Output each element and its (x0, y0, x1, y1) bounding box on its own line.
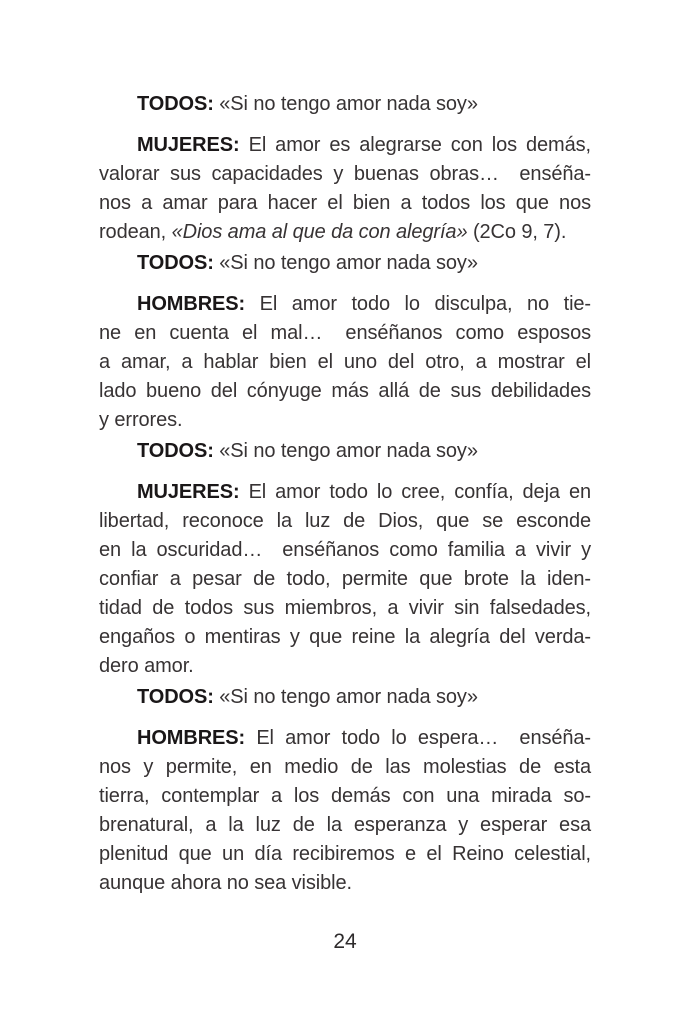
body-text: (2Co 9, 7). (467, 221, 567, 243)
text-line (99, 189, 591, 218)
text-line (99, 437, 591, 466)
text-line (99, 652, 591, 681)
body-text: y errores. (99, 409, 183, 431)
speaker-label: TODOS: (137, 252, 214, 274)
body-text: lado bueno del cónyuge más allá de sus debilidades (99, 380, 591, 402)
speaker-label: HOMBRES: (137, 293, 246, 315)
text-line (99, 753, 591, 782)
text-line (99, 131, 591, 160)
body-text: plenitud que un día recibiremos e el Reino celestial, (99, 843, 591, 865)
response-paragraph (99, 90, 591, 119)
speaker-label: TODOS: (137, 93, 214, 115)
body-text: tierra, contemplar a los demás con una mirada so- (99, 785, 591, 807)
body-text: El amor es alegrarse con los demás, (239, 134, 591, 156)
reading-paragraph (99, 290, 591, 435)
page-number: 24 (333, 930, 357, 953)
body-text: El amor todo lo cree, confía, deja en (239, 481, 591, 503)
body-text: «Si no tengo amor nada soy» (213, 686, 478, 708)
text-line (99, 406, 591, 435)
text-line (99, 348, 591, 377)
body-text: rodean, (99, 221, 172, 243)
body-text: confiar a pesar de todo, permite que brote la iden- (99, 568, 591, 590)
body-text: El amor todo lo disculpa, no tie- (245, 293, 591, 315)
speaker-label: HOMBRES: (137, 727, 246, 749)
reading-paragraph (99, 131, 591, 247)
speaker-label: TODOS: (137, 440, 214, 462)
response-paragraph (99, 249, 591, 278)
text-line (99, 683, 591, 712)
body-text: dero amor. (99, 655, 194, 677)
body-text: nos a amar para hacer el bien a todos los que nos (99, 192, 591, 214)
text-line (99, 782, 591, 811)
speaker-label: MUJERES: (137, 481, 240, 503)
text-line (99, 218, 591, 247)
body-text: «Si no tengo amor nada soy» (213, 93, 478, 115)
text-line (99, 724, 591, 753)
body-text: engaños o mentiras y que reine la alegría del verda- (99, 626, 591, 648)
text-line (99, 869, 591, 898)
scripture-quote: «Dios ama al que da con alegría» (171, 221, 468, 243)
text-line (99, 249, 591, 278)
body-text: El amor todo lo espera… enséña- (245, 727, 591, 749)
text-line (99, 565, 591, 594)
text-line (99, 319, 591, 348)
response-paragraph (99, 683, 591, 712)
body-text: «Si no tengo amor nada soy» (213, 440, 478, 462)
text-line (99, 507, 591, 536)
text-block (99, 90, 591, 900)
body-text: valorar sus capacidades y buenas obras… enséña- (99, 163, 591, 185)
text-line (99, 478, 591, 507)
text-line (99, 290, 591, 319)
speaker-label: MUJERES: (137, 134, 240, 156)
text-line (99, 377, 591, 406)
speaker-label: TODOS: (137, 686, 214, 708)
reading-paragraph (99, 724, 591, 898)
body-text: a amar, a hablar bien el uno del otro, a mostrar el (99, 351, 591, 373)
text-line (99, 840, 591, 869)
text-line (99, 536, 591, 565)
body-text: «Si no tengo amor nada soy» (213, 252, 478, 274)
body-text: brenatural, a la luz de la esperanza y esperar esa (99, 814, 591, 836)
body-text: aunque ahora no sea visible. (99, 872, 352, 894)
text-line (99, 623, 591, 652)
body-text: ne en cuenta el mal… enséñanos como esposos (99, 322, 591, 344)
body-text: tidad de todos sus miembros, a vivir sin falsedades, (99, 597, 591, 619)
body-text: libertad, reconoce la luz de Dios, que se esconde (99, 510, 591, 532)
text-line (99, 90, 591, 119)
text-line (99, 594, 591, 623)
body-text: en la oscuridad… enséñanos como familia a vivir y (99, 539, 591, 561)
text-line (99, 811, 591, 840)
text-line (99, 160, 591, 189)
reading-paragraph (99, 478, 591, 681)
response-paragraph (99, 437, 591, 466)
body-text: nos y permite, en medio de las molestias de esta (99, 756, 591, 778)
